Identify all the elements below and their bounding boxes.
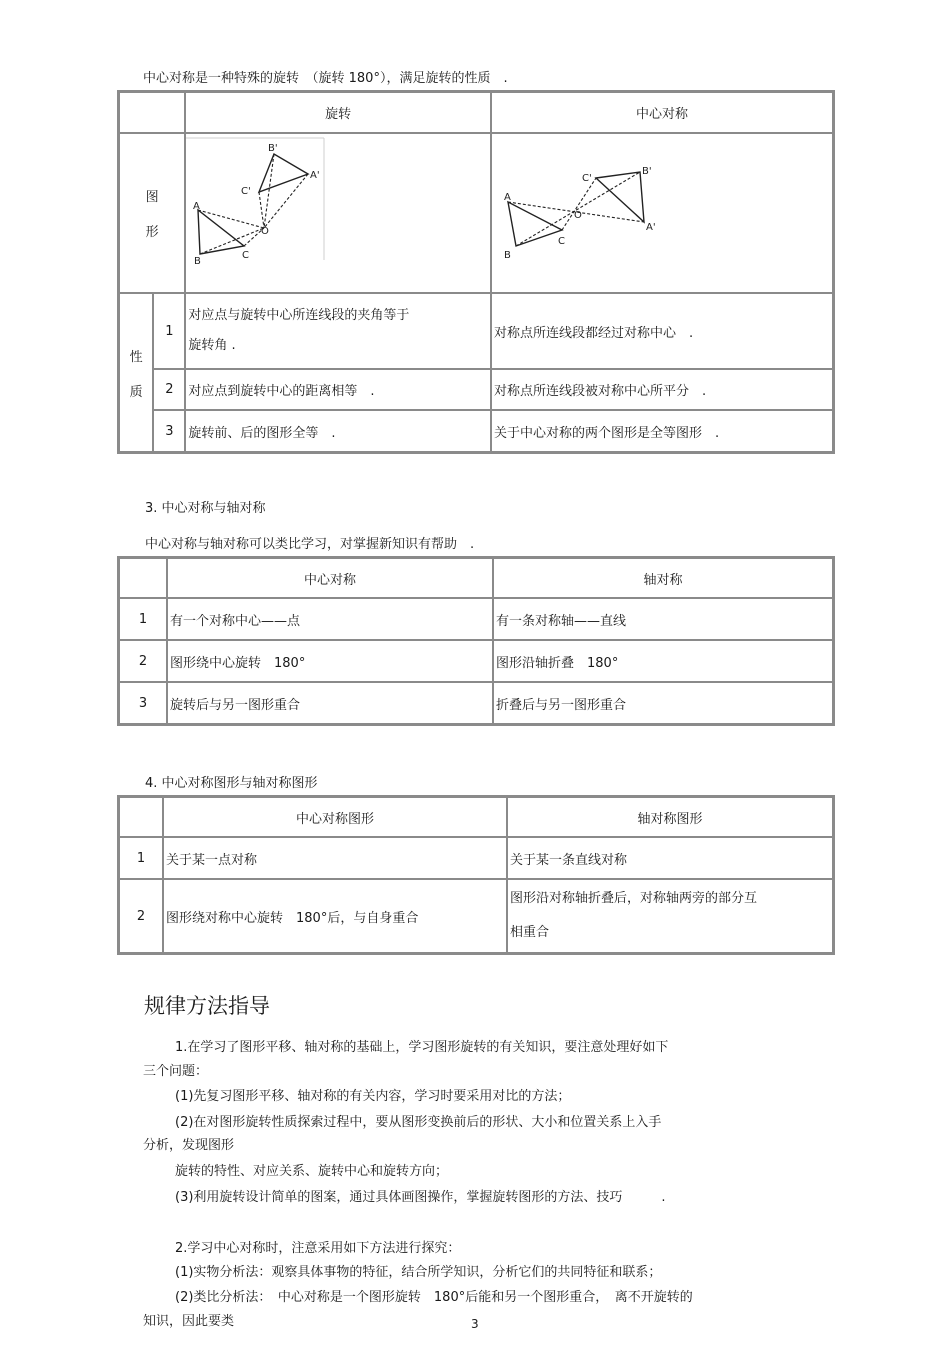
rotation-vs-symmetry-table — [117, 90, 835, 454]
property-label — [119, 293, 153, 452]
row-number: 2 — [119, 879, 163, 953]
guide-line-3: (1)先复习图形平移、轴对称的有关内容，学习时要采用对比的方法； — [175, 1089, 571, 1104]
guide-line-2: 三个问题： — [143, 1064, 209, 1079]
row-number: 1 — [119, 837, 163, 879]
intro-text: 中心对称是一种特殊的旋转 （旋转 180°），满足旋转的性质 . — [143, 71, 508, 86]
guide-line-5: 分析，发现图形 — [143, 1138, 235, 1153]
axial-figure-cell-1: 关于某一条直线对称 — [507, 837, 833, 879]
rot-label-C1: C' — [241, 186, 252, 197]
header-axial-figure: 轴对称图形 — [507, 797, 833, 837]
section4-title: 4. 中心对称图形与轴对称图形 — [145, 776, 318, 791]
corner-cell — [119, 797, 163, 837]
section3-title: 3. 中心对称与轴对称 — [145, 501, 266, 516]
central-cell-3: 旋转后与另一图形重合 — [167, 682, 493, 724]
sym-label-B1: B' — [642, 166, 652, 177]
guide-line-6: 旋转的特性、对应关系、旋转中心和旋转方向； — [175, 1164, 449, 1179]
guide-line-9: (1)实物分析法：观察具体事物的特征，结合所学知识，分析它们的共同特征和联系； — [175, 1265, 662, 1280]
rot-label-C: C — [242, 250, 250, 261]
rot-label-A1: A' — [310, 170, 320, 181]
header-central: 中心对称 — [167, 558, 493, 598]
central-symmetry-diagram — [492, 134, 832, 288]
axial-figure-cell-2-line1: 图形沿对称轴折叠后，对称轴两旁的部分互 — [510, 891, 758, 906]
sym-label-C: C — [558, 236, 565, 247]
rotation-property-1-line1: 对应点与旋转中心所连线段的夹角等于 — [188, 308, 410, 323]
axial-cell-2: 图形沿轴折叠 180° — [493, 640, 833, 682]
rotation-property-1-line2: 旋转角 . — [188, 338, 236, 353]
sym-label-B: B — [504, 250, 511, 261]
header-rotation: 旋转 — [185, 92, 491, 133]
symmetry-property-1: 对称点所连线段都经过对称中心 . — [491, 293, 833, 369]
rotation-property-2: 对应点到旋转中心的距离相等 . — [185, 369, 491, 410]
rot-label-B: B — [194, 256, 202, 267]
figure-label-char-1: 图 — [145, 190, 159, 205]
guide-line-8: 2.学习中心对称时，注意采用如下方法进行探究： — [175, 1241, 461, 1256]
rot-label-B1: B' — [268, 143, 278, 154]
header-central-figure: 中心对称图形 — [163, 797, 507, 837]
axial-figure-cell-2 — [507, 879, 833, 953]
axial-figure-cell-2-line2: 相重合 — [510, 925, 550, 940]
central-figure-cell-2: 图形绕对称中心旋转 180°后，与自身重合 — [163, 879, 507, 953]
corner-cell — [119, 92, 185, 133]
row-number: 3 — [119, 682, 167, 724]
guide-line-1: 1.在学习了图形平移、轴对称的基础上，学习图形旋转的有关知识，要注意处理好如下 — [175, 1040, 669, 1055]
rotation-diagram — [186, 134, 486, 288]
central-vs-axial-figure-table — [117, 795, 835, 955]
header-central-symmetry: 中心对称 — [491, 92, 833, 133]
row-number: 2 — [119, 640, 167, 682]
rot-label-O: O — [261, 226, 270, 237]
row-number: 3 — [153, 410, 185, 452]
central-vs-axial-table — [117, 556, 835, 726]
symmetry-figure-cell — [491, 133, 833, 293]
central-cell-2: 图形绕中心旋转 180° — [167, 640, 493, 682]
guide-line-10: (2)类比分析法： 中心对称是一个图形旋转 180°后能和另一个图形重合， 离不开旋转的 — [175, 1290, 693, 1305]
sym-label-A1: A' — [646, 222, 656, 233]
rot-label-A: A — [193, 201, 201, 212]
figure-label — [119, 133, 185, 293]
corner-cell — [119, 558, 167, 598]
axial-cell-3: 折叠后与另一图形重合 — [493, 682, 833, 724]
property-label-char-1: 性 — [129, 349, 143, 365]
rotation-property-1 — [185, 293, 491, 369]
central-cell-1: 有一个对称中心——点 — [167, 598, 493, 640]
axial-cell-1: 有一条对称轴——直线 — [493, 598, 833, 640]
central-figure-cell-1: 关于某一点对称 — [163, 837, 507, 879]
symmetry-property-3: 关于中心对称的两个图形是全等图形 . — [491, 410, 833, 452]
header-axial: 轴对称 — [493, 558, 833, 598]
symmetry-property-2: 对称点所连线段被对称中心所平分 . — [491, 369, 833, 410]
row-number: 2 — [153, 369, 185, 410]
guide-line-4: (2)在对图形旋转性质探索过程中，要从图形变换前后的形状、大小和位置关系上入手 — [175, 1115, 662, 1130]
rotation-property-3: 旋转前、后的图形全等 . — [185, 410, 491, 452]
figure-label-char-2: 形 — [145, 225, 159, 240]
section3-intro: 中心对称与轴对称可以类比学习，对掌握新知识有帮助 . — [145, 537, 475, 552]
sym-label-C1: C' — [582, 173, 592, 184]
rotation-figure-cell — [185, 133, 491, 293]
guide-line-7: (3)利用旋转设计简单的图案，通过具体画图操作，掌握旋转图形的方法、技巧 . — [175, 1190, 666, 1205]
row-number: 1 — [153, 293, 185, 369]
guide-heading: 规律方法指导 — [144, 994, 270, 1018]
sym-label-A: A — [504, 192, 511, 203]
sym-label-O: O — [574, 210, 582, 221]
page-number: 3 — [471, 1317, 479, 1331]
guide-line-11: 知识，因此要类 — [143, 1314, 235, 1329]
row-number: 1 — [119, 598, 167, 640]
property-label-char-2: 质 — [129, 384, 143, 400]
